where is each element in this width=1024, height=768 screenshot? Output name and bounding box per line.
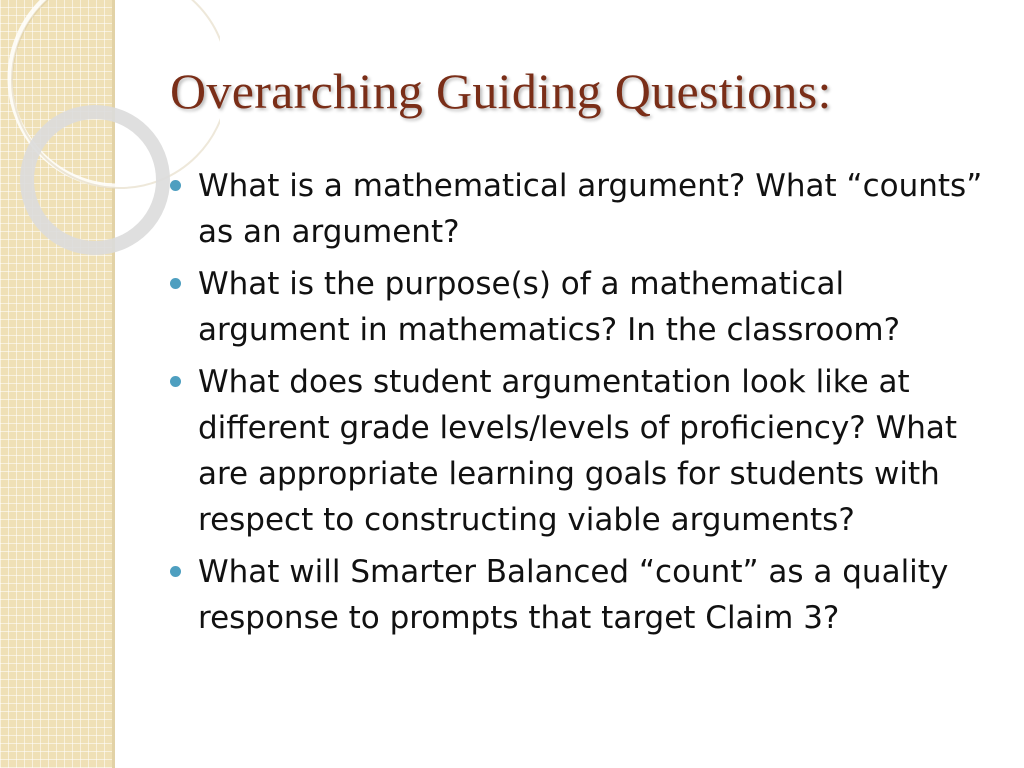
bullet-text: What is a mathematical argument? What “counts” as an argument? [198,168,983,250]
decorative-circle-small [27,112,163,248]
bullet-text: What will Smarter Balanced “count” as a quality response to prompts that target Claim 3? [198,554,949,636]
bullet-item [170,261,990,353]
bullet-dot-icon [170,376,181,387]
bullet-dot-icon [170,566,181,577]
bullet-item [170,549,990,641]
bullet-dot-icon [170,180,181,191]
bullet-text: What does student argumentation look like at different grade levels/levels of proficiency? What are appropriate learning goals for students with respect to constructing viable arguments? [198,364,958,538]
slide-title: Overarching Guiding Questions: [170,63,832,119]
bullet-list [170,163,990,647]
bullet-text: What is the purpose(s) of a mathematical argument in mathematics? In the classroom? [198,266,901,348]
bullet-dot-icon [170,278,181,289]
bullet-item [170,359,990,543]
bullet-item [170,163,990,255]
